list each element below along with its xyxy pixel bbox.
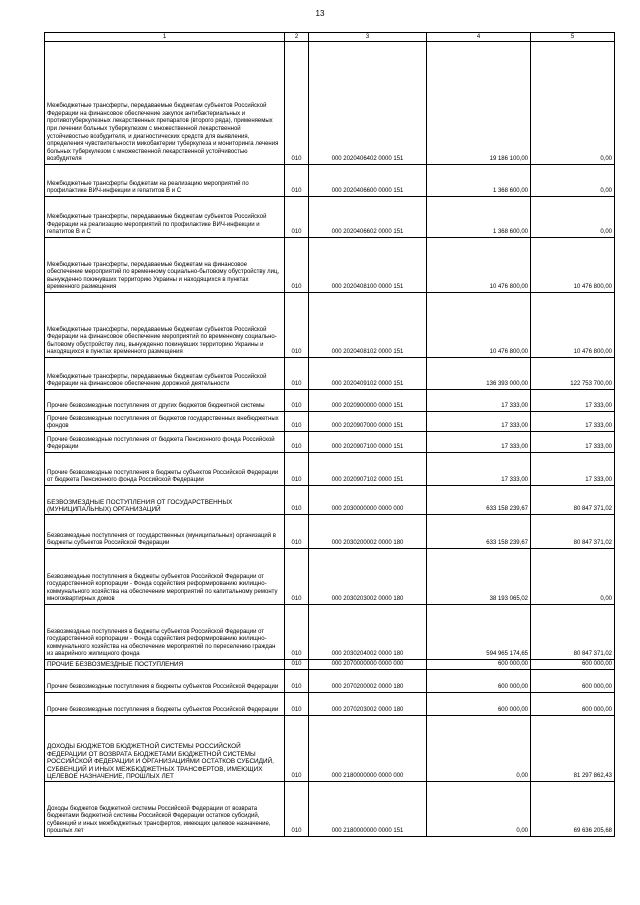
row-code: 010 xyxy=(285,716,309,782)
row-code: 010 xyxy=(285,670,309,693)
row-fact: 0,00 xyxy=(531,549,615,605)
table-row xyxy=(45,453,615,486)
row-fact: 600 000,00 xyxy=(531,660,615,670)
row-kbk: 000 2180000000 0000 151 xyxy=(309,782,427,837)
table-row xyxy=(45,358,615,390)
row-kbk: 000 2030000000 0000 000 xyxy=(309,486,427,515)
row-fact: 17 333,00 xyxy=(531,390,615,412)
row-name: Безвозмездные поступления от государственных (муниципальных) организаций в бюджеты субъектов Российской Федерации xyxy=(45,515,285,549)
row-fact: 0,00 xyxy=(531,42,615,165)
row-kbk: 000 2180000000 0000 000 xyxy=(309,716,427,782)
table-row xyxy=(45,165,615,197)
table-row xyxy=(45,515,615,549)
row-kbk: 000 2020907000 0000 151 xyxy=(309,412,427,432)
row-plan: 38 193 065,02 xyxy=(427,549,531,605)
row-plan: 1 368 600,00 xyxy=(427,197,531,238)
header-col-5: 5 xyxy=(531,33,615,42)
row-plan: 594 965 174,65 xyxy=(427,605,531,660)
row-fact: 0,00 xyxy=(531,165,615,197)
row-code: 010 xyxy=(285,165,309,197)
row-kbk: 000 2030204002 0000 180 xyxy=(309,605,427,660)
row-plan: 0,00 xyxy=(427,782,531,837)
row-plan: 17 333,00 xyxy=(427,432,531,453)
row-name: Межбюджетные трансферты, передаваемые бюджетам на финансовое обеспечение мероприятий по временному социально-бытовому обустройству лиц, вынужденно покинувших территорию Украины и находящихся в пунктах временного размещения xyxy=(45,238,285,293)
table-row xyxy=(45,293,615,358)
table-row xyxy=(45,670,615,693)
row-name: Прочие безвозмездные поступления в бюджеты субъектов Российской Федерации от бюджета Пенсионного фонда Российской Федерации xyxy=(45,453,285,486)
row-kbk: 000 2020907102 0000 151 xyxy=(309,453,427,486)
row-plan: 633 158 239,67 xyxy=(427,486,531,515)
table-row xyxy=(45,42,615,165)
row-code: 010 xyxy=(285,197,309,238)
table-row xyxy=(45,782,615,837)
row-name: Прочие безвозмездные поступления от других бюджетов бюджетной системы xyxy=(45,390,285,412)
row-fact: 0,00 xyxy=(531,197,615,238)
row-kbk: 000 2070203002 0000 180 xyxy=(309,693,427,716)
row-code: 010 xyxy=(285,432,309,453)
row-code: 010 xyxy=(285,486,309,515)
table-row xyxy=(45,197,615,238)
row-fact: 17 333,00 xyxy=(531,453,615,486)
row-fact: 600 000,00 xyxy=(531,693,615,716)
row-plan: 17 333,00 xyxy=(427,390,531,412)
table-row xyxy=(45,486,615,515)
row-name: Безвозмездные поступления в бюджеты субъектов Российской Федерации от государственной корпорации - Фонда содействия реформированию жилищно-коммунального хозяйства на обеспечение мероприятий по капитальному ремонту многоквартирных домов xyxy=(45,549,285,605)
row-name: Прочие безвозмездные поступления в бюджеты субъектов Российской Федерации xyxy=(45,693,285,716)
row-kbk: 000 2030200002 0000 180 xyxy=(309,515,427,549)
row-plan: 600 000,00 xyxy=(427,660,531,670)
row-name: Межбюджетные трансферты, передаваемые бюджетам субъектов Российской Федерации на финансовое обеспечение мероприятий по временному социально-бытовому обустройству лиц, вынужденно покинувших территорию Украины и находящихся в пунктах временного размещения xyxy=(45,293,285,358)
row-name: ДОХОДЫ БЮДЖЕТОВ БЮДЖЕТНОЙ СИСТЕМЫ РОССИЙСКОЙ ФЕДЕРАЦИИ ОТ ВОЗВРАТА БЮДЖЕТАМИ БЮДЖЕТНОЙ СИСТЕМЫ РОССИЙСКОЙ ФЕДЕРАЦИИ И ОРГАНИЗАЦИЯМИ ОСТАТКОВ СУБСИДИЙ, СУБВЕНЦИЙ И ИНЫХ МЕЖБЮДЖЕТНЫХ ТРАНСФЕРТОВ, ИМЕЮЩИХ ЦЕЛЕВОЕ НАЗНАЧЕНИЕ, ПРОШЛЫХ ЛЕТ xyxy=(45,716,285,782)
row-fact: 122 753 700,00 xyxy=(531,358,615,390)
table-row xyxy=(45,238,615,293)
row-fact: 80 847 371,02 xyxy=(531,605,615,660)
row-plan: 600 000,00 xyxy=(427,693,531,716)
page-number: 13 xyxy=(315,9,325,18)
table-row xyxy=(45,693,615,716)
row-plan: 10 476 800,00 xyxy=(427,238,531,293)
row-plan: 0,00 xyxy=(427,716,531,782)
row-code: 010 xyxy=(285,453,309,486)
row-code: 010 xyxy=(285,293,309,358)
row-code: 010 xyxy=(285,358,309,390)
row-name: Безвозмездные поступления в бюджеты субъектов Российской Федерации от государственной корпорации - Фонда содействия реформированию жилищно-коммунального хозяйства на обеспечение мероприятий по переселению граждан из аварийного жилищного фонда xyxy=(45,605,285,660)
row-name: Межбюджетные трансферты, передаваемые бюджетам субъектов Российской Федерации на финансовое обеспечение закупок антибактериальных и противотуберкулезных лекарственных препаратов (второго ряда), применяемых при лечении больных туберкулезом с множественной лекарственной устойчивостью возбудителя, и диагностических средств для выявления, определения чувствительности микобактерии туберкулеза и мониторинга лечения больных туберкулезом с множественной лекарственной устойчивостью возбудителя xyxy=(45,42,285,165)
header-col-1: 1 xyxy=(45,33,285,42)
row-name: Прочие безвозмездные поступления в бюджеты субъектов Российской Федерации xyxy=(45,670,285,693)
row-code: 010 xyxy=(285,412,309,432)
row-fact: 10 476 800,00 xyxy=(531,293,615,358)
table-row xyxy=(45,432,615,453)
row-name: Межбюджетные трансферты бюджетам на реализацию мероприятий по профилактике ВИЧ-инфекции и гепатитов В и С xyxy=(45,165,285,197)
row-name: Прочие безвозмездные поступления от бюджетов государственных внебюджетных фондов xyxy=(45,412,285,432)
row-name: ПРОЧИЕ БЕЗВОЗМЕЗДНЫЕ ПОСТУПЛЕНИЯ xyxy=(45,660,285,670)
row-plan: 17 333,00 xyxy=(427,412,531,432)
row-kbk: 000 2070200002 0000 180 xyxy=(309,670,427,693)
row-plan: 600 000,00 xyxy=(427,670,531,693)
row-name: БЕЗВОЗМЕЗДНЫЕ ПОСТУПЛЕНИЯ ОТ ГОСУДАРСТВЕННЫХ (МУНИЦИПАЛЬНЫХ) ОРГАНИЗАЦИЙ xyxy=(45,486,285,515)
row-plan: 17 333,00 xyxy=(427,453,531,486)
row-code: 010 xyxy=(285,782,309,837)
row-plan: 1 368 600,00 xyxy=(427,165,531,197)
row-name: Межбюджетные трансферты, передаваемые бюджетам субъектов Российской Федерации на реализацию мероприятий по профилактике ВИЧ-инфекции и гепатитов В и С xyxy=(45,197,285,238)
header-col-3: 3 xyxy=(309,33,427,42)
row-fact: 69 636 205,68 xyxy=(531,782,615,837)
row-name: Доходы бюджетов бюджетной системы Российской Федерации от возврата бюджетами бюджетной системы Российской Федерации остатков субсидий, субвенций и иных межбюджетных трансфертов, имеющих целевое назначение, прошлых лет xyxy=(45,782,285,837)
row-kbk: 000 2020900000 0000 151 xyxy=(309,390,427,412)
row-fact: 80 847 371,02 xyxy=(531,515,615,549)
row-code: 010 xyxy=(285,238,309,293)
row-fact: 17 333,00 xyxy=(531,432,615,453)
row-fact: 81 297 862,43 xyxy=(531,716,615,782)
header-col-2: 2 xyxy=(285,33,309,42)
row-code: 010 xyxy=(285,693,309,716)
table-row xyxy=(45,549,615,605)
row-fact: 10 476 800,00 xyxy=(531,238,615,293)
row-code: 010 xyxy=(285,660,309,670)
row-fact: 17 333,00 xyxy=(531,412,615,432)
row-fact: 80 847 371,02 xyxy=(531,486,615,515)
row-plan: 19 186 100,00 xyxy=(427,42,531,165)
row-code: 010 xyxy=(285,515,309,549)
row-code: 010 xyxy=(285,549,309,605)
table-row xyxy=(45,390,615,412)
header-col-4: 4 xyxy=(427,33,531,42)
row-kbk: 000 2070000000 0000 000 xyxy=(309,660,427,670)
header-row xyxy=(45,33,615,42)
row-kbk: 000 2020406600 0000 151 xyxy=(309,165,427,197)
row-kbk: 000 2020406402 0000 151 xyxy=(309,42,427,165)
row-fact: 600 000,00 xyxy=(531,670,615,693)
table-row xyxy=(45,716,615,782)
row-kbk: 000 2020406602 0000 151 xyxy=(309,197,427,238)
row-kbk: 000 2020408100 0000 151 xyxy=(309,238,427,293)
table-row xyxy=(45,660,615,670)
revenue-table xyxy=(44,32,615,837)
row-code: 010 xyxy=(285,390,309,412)
row-name: Межбюджетные трансферты, передаваемые бюджетам субъектов Российской Федерации на финансовое обеспечение дорожной деятельности xyxy=(45,358,285,390)
row-plan: 633 158 239,67 xyxy=(427,515,531,549)
row-name: Прочие безвозмездные поступления от бюджета Пенсионного фонда Российской Федерации xyxy=(45,432,285,453)
row-kbk: 000 2030203002 0000 180 xyxy=(309,549,427,605)
table-row xyxy=(45,605,615,660)
row-code: 010 xyxy=(285,605,309,660)
row-kbk: 000 2020408102 0000 151 xyxy=(309,293,427,358)
row-plan: 136 393 000,00 xyxy=(427,358,531,390)
row-code: 010 xyxy=(285,42,309,165)
row-plan: 10 476 800,00 xyxy=(427,293,531,358)
table-row xyxy=(45,412,615,432)
row-kbk: 000 2020409102 0000 151 xyxy=(309,358,427,390)
row-kbk: 000 2020907100 0000 151 xyxy=(309,432,427,453)
